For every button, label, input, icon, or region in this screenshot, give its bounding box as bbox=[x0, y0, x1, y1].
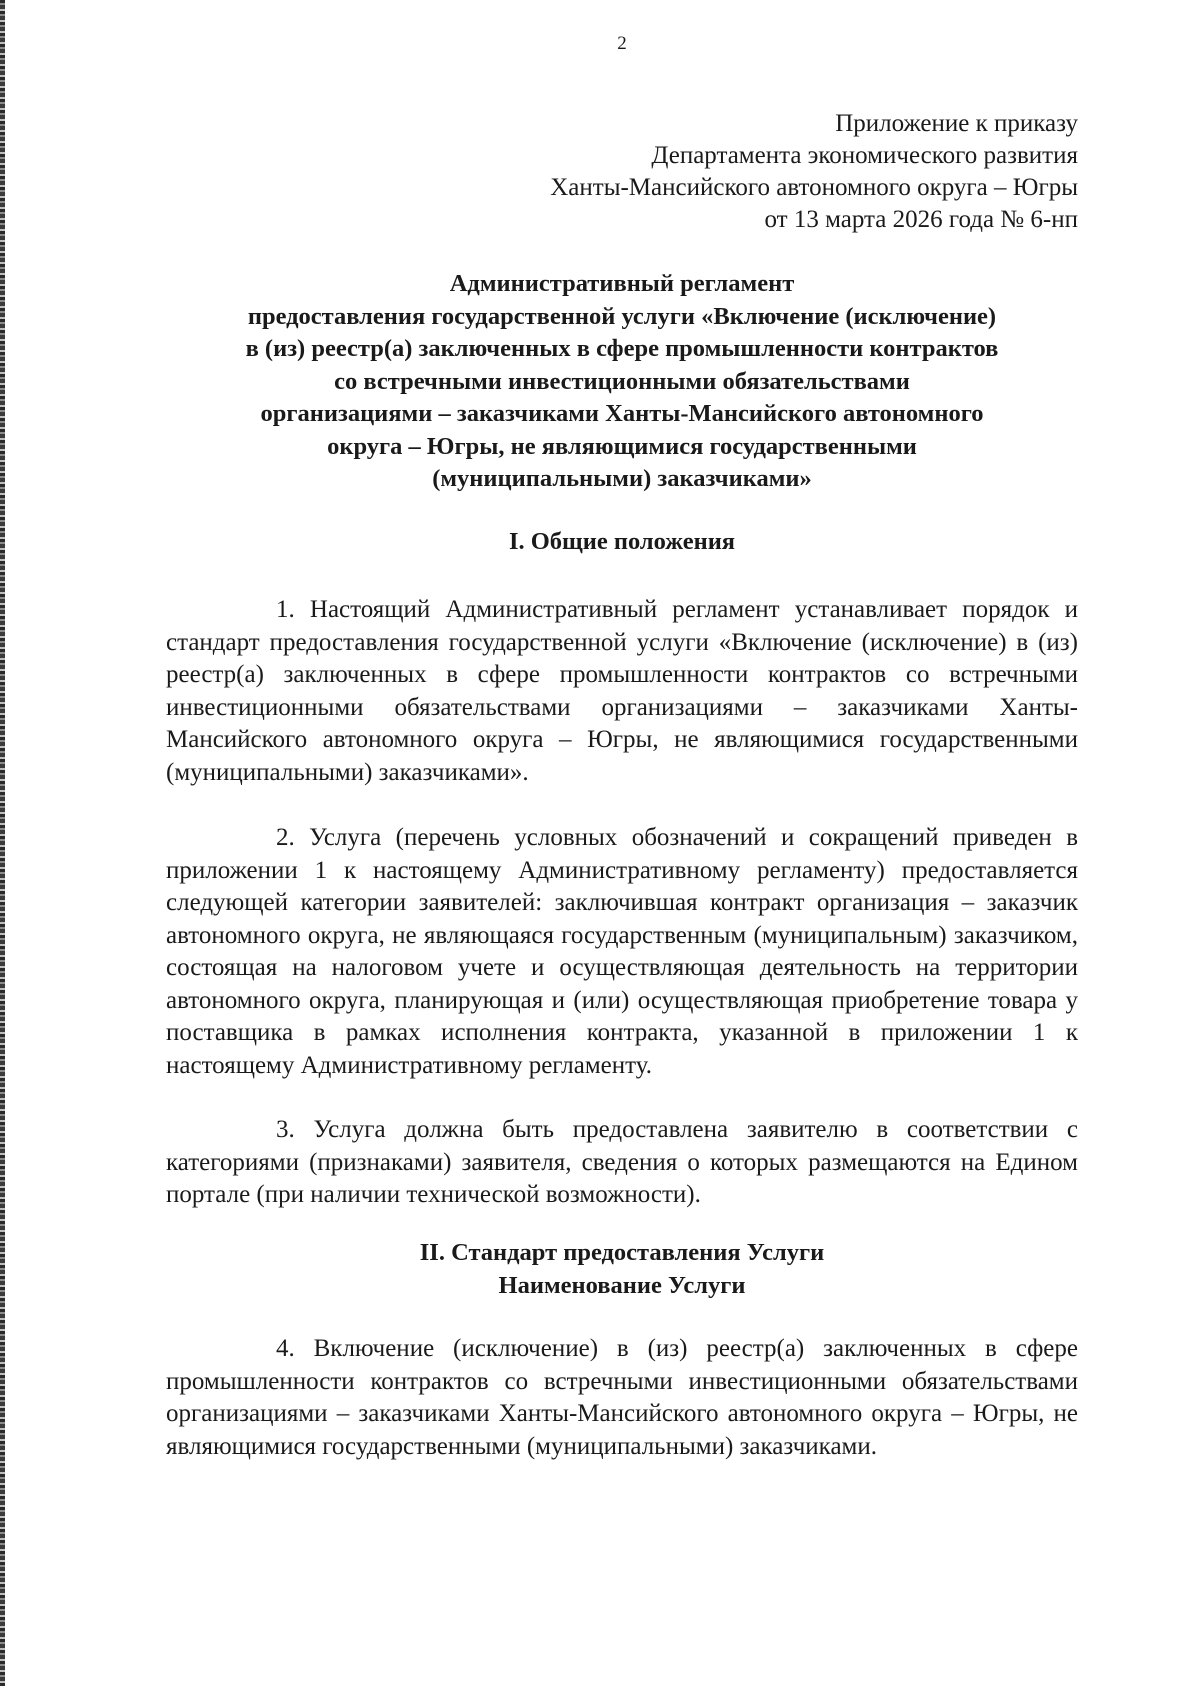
annex-line: Приложение к приказу bbox=[835, 110, 1078, 137]
section-heading-line: I. Общие положения bbox=[508, 528, 736, 555]
title-line: Административный регламент bbox=[449, 270, 795, 297]
section-heading-line: Наименование Услуги bbox=[498, 1271, 746, 1299]
section-1-heading bbox=[166, 526, 1078, 559]
paragraph-2: 2. Услуга (перечень условных обозначений и сокращений приведен в приложении 1 к настоящему Административному регламенту) предоставляется следующей категории заявителей: заключившая контракт организация – заказчик автономного округа, не являющаяся государственным (муниципальным) заказчиком, состоящая на налоговом учете и осуществляющая деятельность на территории автономного округа, планирующая и (или) осуществляющая приобретение товара у поставщика в рамках исполнения контракта, указанной в приложении 1 к настоящему Административному регламенту. bbox=[166, 824, 1078, 1079]
title-line: (муниципальными) заказчиками» bbox=[432, 465, 812, 492]
title-line: организациями – заказчиками Ханты-Мансийского автономного bbox=[260, 400, 984, 427]
annex-line: Ханты-Мансийского автономного округа – Югры bbox=[550, 174, 1078, 201]
annex-line: от 13 марта 2026 года № 6-нп bbox=[764, 206, 1078, 233]
paragraph-4: 4. Включение (исключение) в (из) реестр(а) заключенных в сфере промышленности контрактов со встречными инвестиционными обязательствами организациями – заказчиками Ханты-Мансийского автономного округа – Югры, не являющимися государственными (муниципальными) заказчиками. bbox=[166, 1335, 1078, 1460]
title-line: предоставления государственной услуги «Включение (исключение) bbox=[247, 302, 997, 330]
title-line: в (из) реестр(а) заключенных в сфере промышленности контрактов bbox=[245, 335, 999, 362]
title-line: округа – Югры, не являющимися государственными bbox=[327, 432, 917, 460]
annex-line: Департамента экономического развития bbox=[651, 142, 1078, 169]
paragraph-3: 3. Услуга должна быть предоставлена заявителю в соответствии с категориями (признаками) заявителя, сведения о которых размещаются на Едином портале (при наличии технической возможности). bbox=[166, 1116, 1078, 1208]
page-number: 2 bbox=[617, 33, 627, 54]
paragraph-1: 1. Настоящий Административный регламент устанавливает порядок и стандарт предоставления государственной услуги «Включение (исключение) в (из) реестр(а) заключенных в сфере промышленности контрактов со встречными инвестиционными обязательствами организациями – заказчиками Ханты-Мансийского автономного округа – Югры, не являющимися государственными (муниципальными) заказчиками». bbox=[166, 596, 1078, 786]
document-title bbox=[166, 268, 1078, 496]
section-2-heading bbox=[166, 1237, 1078, 1302]
section-heading-line: II. Стандарт предоставления Услуги bbox=[419, 1239, 825, 1266]
scan-edge bbox=[0, 0, 5, 1686]
annex-block bbox=[550, 108, 1078, 236]
title-line: со встречными инвестиционными обязательствами bbox=[334, 367, 910, 395]
